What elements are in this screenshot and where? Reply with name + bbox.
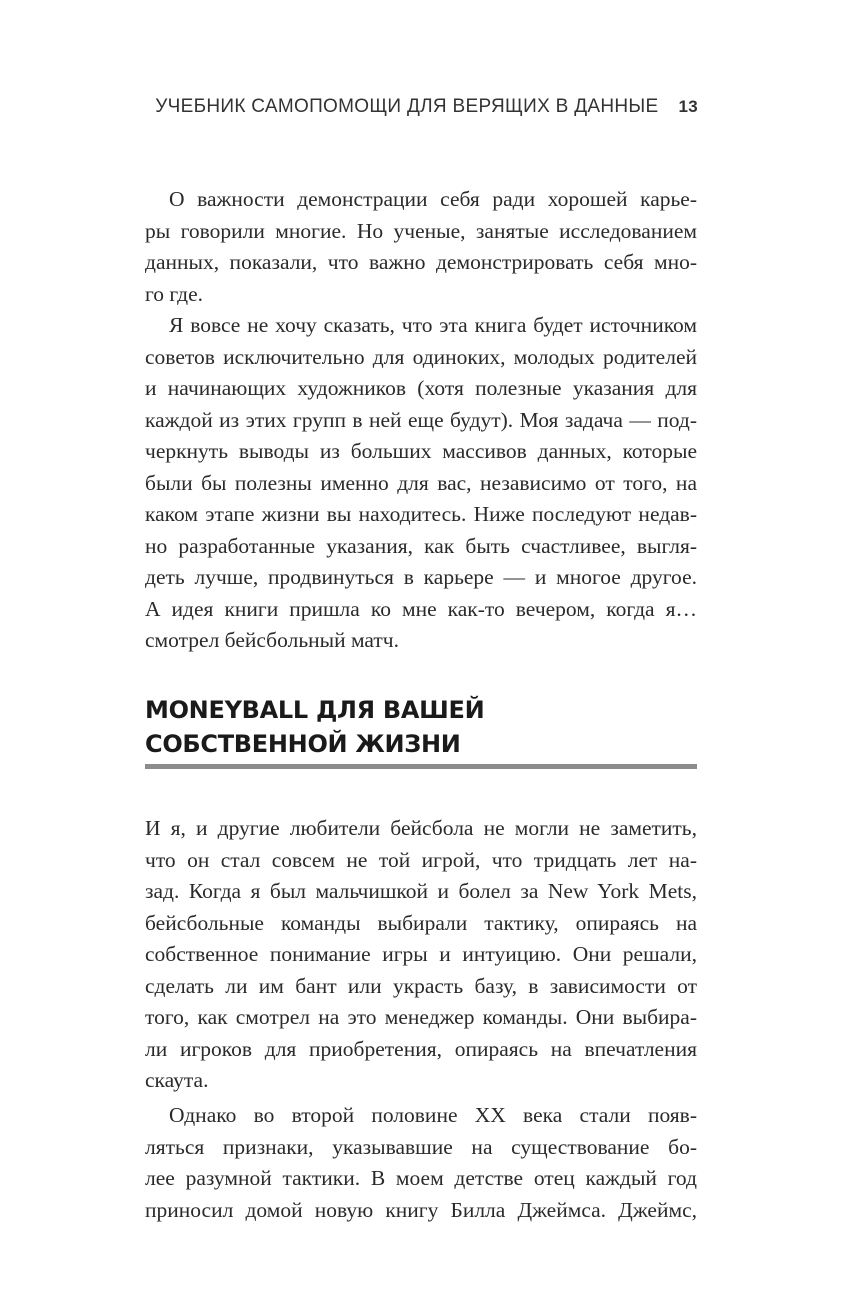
- running-title: УЧЕБНИК САМОПОМОЩИ ДЛЯ ВЕРЯЩИХ В ДАННЫЕ: [155, 96, 659, 117]
- text-line: и начинающих художников (хотя полезные указания для: [145, 376, 697, 400]
- text-line: но разработанные указания, как быть счастливее, выгля-: [145, 533, 697, 558]
- paragraph-2: [145, 310, 697, 657]
- section-heading-line: СОБСТВЕННОЙ ЖИЗНИ: [145, 730, 461, 758]
- text-line: того, как смотрел на это менеджер команды. Они выбира-: [145, 1005, 697, 1029]
- text-line: И я, и другие любители бейсбола не могли не заметить,: [145, 816, 697, 840]
- paragraph-3: [145, 813, 697, 1097]
- text-line: зад. Когда я был мальчишкой и болел за New York Mets,: [145, 879, 697, 903]
- text-line: скаута.: [145, 1068, 209, 1092]
- running-header: [155, 96, 698, 118]
- text-line: бейсбольные команды выбирали тактику, опираясь на: [145, 910, 697, 935]
- text-line: черкнуть выводы из больших массивов данных, которые: [145, 439, 697, 463]
- text-line: советов исключительно для одиноких, молодых родителей: [145, 344, 697, 369]
- text-line: были бы полезны именно для вас, независимо от того, на: [145, 470, 697, 495]
- text-line: сделать ли им бант или украсть базу, в зависимости от: [145, 973, 697, 998]
- text-line: каком этапе жизни вы находитесь. Ниже последуют недав-: [145, 502, 697, 526]
- section-heading-line: MONEYBALL ДЛЯ ВАШЕЙ: [145, 696, 485, 724]
- page-number: 13: [678, 97, 698, 116]
- text-line: что он стал совсем не той игрой, что тридцать лет на-: [145, 847, 697, 872]
- text-line: Я вовсе не хочу сказать, что эта книга будет источником: [169, 313, 697, 337]
- paragraph-4: [145, 1100, 697, 1226]
- heading-divider: [145, 764, 697, 769]
- text-line: данных, показали, что важно демонстрировать себя мно-: [145, 250, 697, 274]
- text-line: приносил домой новую книгу Билла Джеймса. Джеймс,: [145, 1197, 697, 1222]
- paragraph-1: [145, 184, 697, 310]
- text-line: Однако во второй половине XX века стали появ-: [169, 1103, 697, 1127]
- section-heading: [145, 693, 484, 761]
- text-line: смотрел бейсбольный матч.: [145, 628, 399, 652]
- text-line: каждой из этих групп в ней еще будут). Моя задача — под-: [145, 407, 697, 432]
- text-line: А идея книги пришла ко мне как-то вечером, когда я…: [145, 596, 697, 621]
- text-line: О важности демонстрации себя ради хорошей карье-: [169, 187, 697, 211]
- text-line: го где.: [145, 281, 204, 306]
- text-line: ры говорили многие. Но ученые, занятые исследованием: [145, 218, 697, 243]
- text-line: собственное понимание игры и интуицию. Они решали,: [145, 942, 697, 966]
- text-line: ляться признаки, указывавшие на существование бо-: [145, 1134, 697, 1159]
- text-line: деть лучше, продвинуться в карьере — и многое другое.: [145, 565, 697, 589]
- text-line: ли игроков для приобретения, опираясь на впечатления: [145, 1036, 697, 1061]
- text-line: лее разумной тактики. В моем детстве отец каждый год: [145, 1166, 697, 1190]
